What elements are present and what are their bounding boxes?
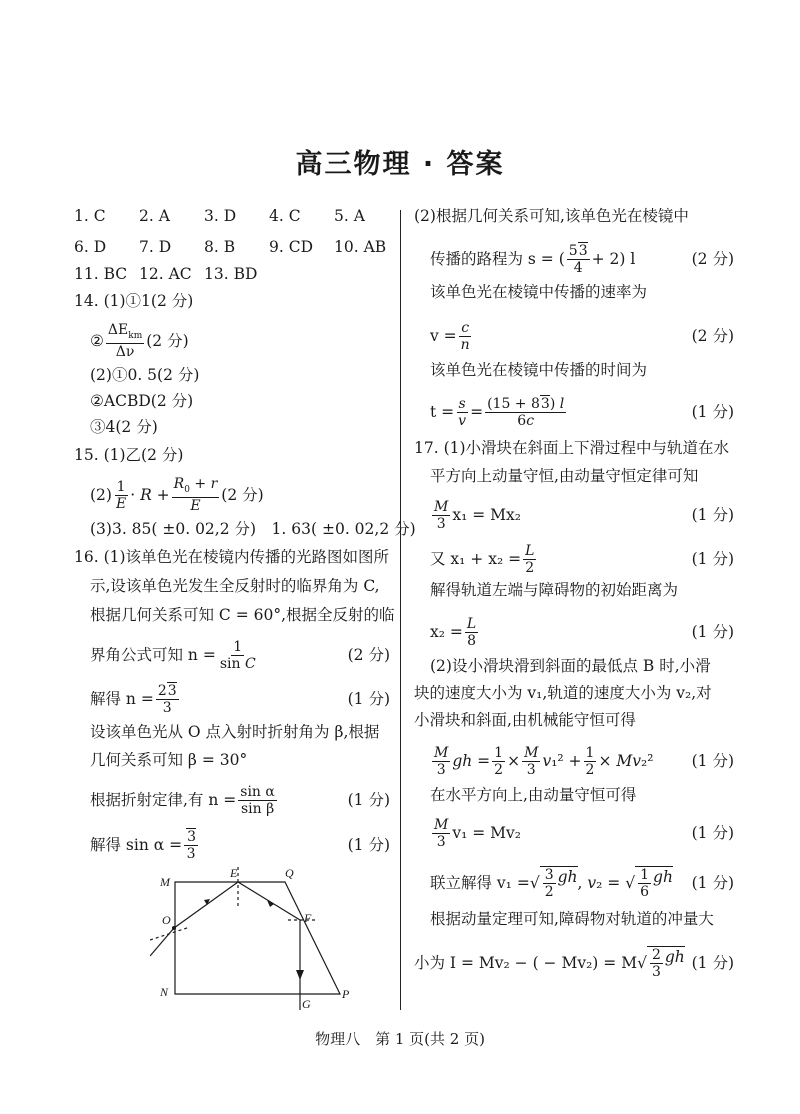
q16-line-1: 16. (1)该单色光在棱镜内传播的光路图如图所 [74,548,390,566]
mc-row-3 [74,264,390,291]
right-column [414,206,734,987]
r-line-1: (2)根据几何关系可知,该单色光在棱镜中 [414,207,689,225]
mc-row-2 [74,237,390,264]
q16-line-7: 几何关系可知 β = 30° [90,751,248,769]
label-e: E [230,866,238,880]
r-line-16: $\frac{M}{3}$ gh = $\frac{1}{2}$ × $\frac{M}{3}$ v₁² + $\frac{1}{2}$ × Mv₂² (1 分) [434,744,734,778]
mc-row-1 [74,206,390,237]
label-q: Q [285,866,294,880]
refracted-ray [174,882,238,928]
r-line-20: 根据动量定理可知,障碍物对轨道的冲量大 [430,910,714,928]
answer-11: 11. BC [74,265,128,283]
r-line-19: 联立解得 v₁ = √ $\frac{3}{2}$ gh , v₂ = √ $\frac{1}{6}$ gh (1 分) [430,867,734,900]
q14-line-4: ②ACBD(2 分) [90,392,194,410]
page-title: 高三物理 · 答案 [295,149,505,180]
r-line-17: 在水平方向上,由动量守恒可得 [430,786,637,804]
answer-6: 6. D [74,238,107,256]
r-line-18: $\frac{M}{3}$ v₁ = Mv₂ (1 分) [434,816,734,850]
point-o [172,926,176,930]
q16-line-9: 解得 sin α = $\frac{3}{3}$ (1 分) [90,828,390,862]
prism-outline [175,882,340,994]
arrow-3 [296,970,304,980]
r-line-21: 小为 I = Mv₂ − ( − Mv₂) = M √ $\frac{2}{3}$ gh (1 分) [414,947,734,980]
answer-12: 12. AC [139,265,192,283]
arrow-2 [267,900,274,907]
incident-ray [150,928,174,956]
delta-e-fraction: $\frac{\Delta E_{km}}{\Delta\nu}$ [107,321,143,361]
answer-1: 1. C [74,207,106,225]
answer-8: 8. B [204,238,236,256]
q14-line-1: 14. (1)①1(2 分) [74,292,194,310]
answer-2: 2. A [139,207,170,225]
q14-line-5: ③4(2 分) [90,418,158,436]
label-n: N [160,985,169,999]
q14-line-3: (2)①0. 5(2 分) [90,366,200,384]
answer-7: 7. D [139,238,172,256]
label-o: O [162,913,171,927]
r-line-10: 又 x₁ + x₂ = $\frac{L}{2}$ (1 分) [430,542,734,576]
r-line-14: 块的速度大小为 v₁,轨道的速度大小为 v₂,对 [414,684,712,702]
q16-line-6: 设该单色光从 O 点入射时折射角为 β,根据 [90,723,380,741]
r-line-5: 该单色光在棱镜中传播的时间为 [430,361,648,379]
q16-line-5: 解得 n = $\frac{23}{3}$ (1 分) [90,682,390,716]
q16-line-8: 根据折射定律,有 n = $\frac{\text{sin α}}{\text{sin β}}$ (1 分) [90,783,390,817]
column-divider [400,210,401,1010]
r-line-12: x₂ = $\frac{L}{8}$ (1 分) [430,615,734,649]
r-line-2: 传播的路程为 s = ( $\frac{53}{4}$ + 2) l (2 分) [430,242,734,276]
answer-13: 13. BD [204,265,258,283]
reflected-ray [238,882,300,920]
answer-10: 10. AB [334,238,387,256]
answer-9: 9. CD [269,238,314,256]
q16-line-2: 示,设该单色光发生全反射时的临界角为 C, [90,577,380,595]
r-line-11: 解得轨道左端与障碍物的初始距离为 [430,581,679,599]
r-line-13: (2)设小滑块滑到斜面的最低点 B 时,小滑 [430,657,711,675]
r-line-3: 该单色光在棱镜中传播的速率为 [430,283,648,301]
prism-light-path-diagram [150,862,360,1012]
q15-line-3: (3)3. 85( ±0. 02,2 分) 1. 63( ±0. 02,2 分) [90,520,416,538]
label-f: F [304,911,312,925]
label-m: M [160,875,170,889]
r-line-8: 平方向上动量守恒,由动量守恒定律可知 [430,467,699,485]
r-line-6: t = $\frac{s}{v}$ = $\frac{(15 + 83) l}{6c}$ (1 分) [430,395,734,429]
label-p: P [342,987,350,1001]
left-column [74,206,416,868]
answer-3: 3. D [204,207,237,225]
r-line-7: 17. (1)小滑块在斜面上下滑过程中与轨道在水 [414,439,730,457]
r-line-9: $\frac{M}{3}$ x₁ = Mx₂ (1 分) [434,498,734,532]
q15-line-2: (2) $\frac{1}{E}$ · R + $\frac{R_0 + r}{E}$ (2 分) [90,475,264,515]
r-line-4: v = $\frac{c}{n}$ (2 分) [430,319,734,353]
page-footer: 物理八 第 1 页(共 2 页) [315,1030,485,1048]
answer-5: 5. A [334,207,365,225]
q16-line-4: 界角公式可知 n = $\frac{1}{\text{sin C}}$ (2 分) [90,638,390,672]
q14-line-2: ② $\frac{\Delta E_{km}}{\Delta\nu}$ (2 分) [90,321,189,361]
arrow-1 [204,899,210,905]
q15-line-1: 15. (1)乙(2 分) [74,446,184,464]
label-g: G [302,997,311,1011]
q16-line-3: 根据几何关系可知 C = 60°,根据全反射的临 [90,606,395,624]
r-line-15: 小滑块和斜面,由机械能守恒可得 [414,711,636,729]
answer-4: 4. C [269,207,301,225]
